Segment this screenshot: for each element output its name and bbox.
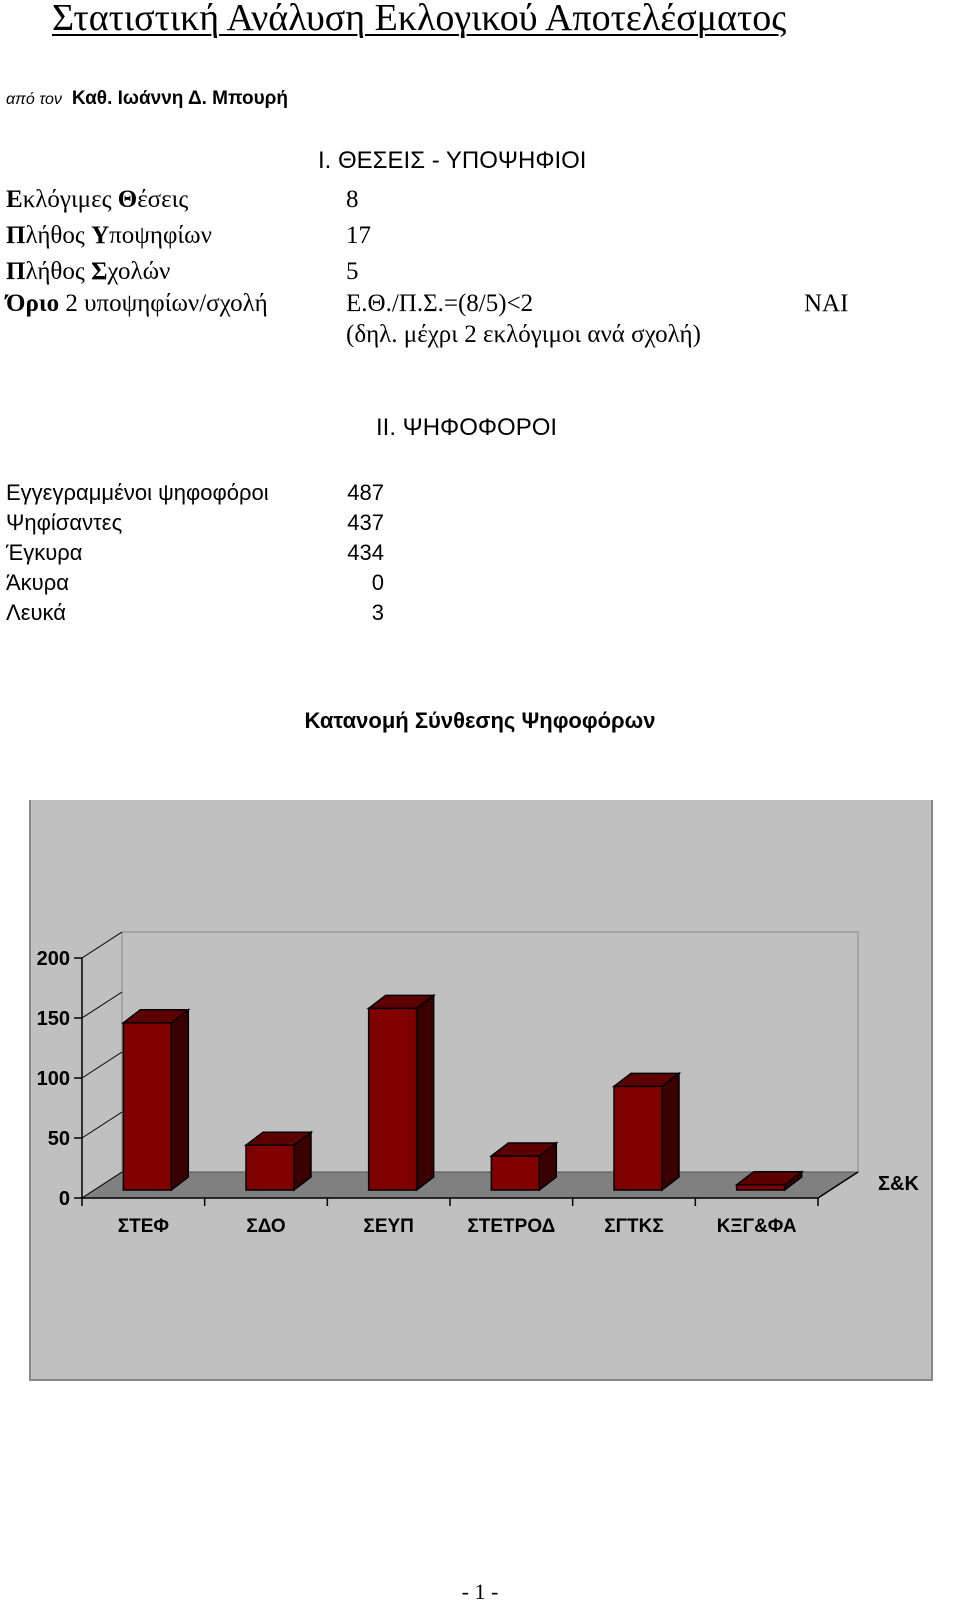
stat-row-seats <box>6 186 188 214</box>
limit-label: 2 υποψηφίων/σχολή <box>59 290 268 317</box>
stat-value: 8 <box>346 186 359 213</box>
x-tick-label: ΣΓΤΚΣ <box>604 1216 664 1237</box>
y-tick-label: 200 <box>36 948 70 970</box>
row-label: κλόγιμες <box>22 186 118 213</box>
y-tick-label: 100 <box>36 1068 70 1090</box>
y-tick-label: 150 <box>36 1008 70 1030</box>
chart-title: Κατανομή Σύνθεσης Ψηφοφόρων <box>304 708 656 733</box>
row-label: λήθος <box>25 258 92 285</box>
stat-value: 17 <box>346 222 371 249</box>
bar-side <box>417 995 434 1190</box>
ballots-valid-value: 434 <box>347 540 384 565</box>
byline <box>6 88 288 110</box>
row-initial: Π <box>6 222 26 249</box>
ballots-valid-label: Έγκυρα <box>6 540 83 565</box>
x-tick-label: ΣΔΟ <box>246 1216 286 1237</box>
y-tick-label: 50 <box>47 1128 70 1150</box>
row-initial: Θ <box>117 186 138 213</box>
row-initial: Σ <box>91 258 108 285</box>
section2-heading: ΙΙ. ΨΗΦΟΦΟΡΟΙ <box>376 414 558 441</box>
page-number: - 1 - <box>461 1579 499 1604</box>
series-label: Σ&Κ <box>878 1173 919 1195</box>
limit-answer: ΝΑΙ <box>804 290 849 317</box>
section1-heading: Ι. ΘΕΣΕΙΣ - ΥΠΟΨΗΦΙΟΙ <box>318 147 587 174</box>
x-tick-label: ΚΞΓ&ΦΑ <box>716 1216 797 1237</box>
bar <box>123 1023 171 1190</box>
row-label: έσεις <box>137 186 189 213</box>
row-initial: Π <box>6 258 26 285</box>
bar <box>614 1086 662 1190</box>
bar-side <box>662 1073 679 1190</box>
y-tick-label: 0 <box>58 1188 70 1210</box>
byline-prefix: από τον <box>6 91 62 108</box>
bar <box>369 1008 417 1190</box>
bar-side <box>171 1010 188 1190</box>
bar <box>737 1185 785 1190</box>
row-initial: Υ <box>91 222 110 249</box>
stat-row-candidates <box>6 222 212 250</box>
limit-row <box>6 290 268 318</box>
row-label: ποψηφίων <box>109 222 212 249</box>
ballots-invalid-value: 0 <box>371 570 384 595</box>
bar <box>246 1145 294 1190</box>
stat-value: 5 <box>346 258 359 285</box>
stat-row-schools <box>6 258 170 286</box>
bar-chart <box>0 800 960 1390</box>
voters-registered-label: Εγγεγραμμένοι ψηφοφόροι <box>6 480 269 505</box>
bar <box>491 1156 539 1190</box>
document-title: Στατιστική Ανάλυση Εκλογικού Αποτελέσματος <box>52 0 787 39</box>
voters-voted-label: Ψηφίσαντες <box>6 510 123 535</box>
ballots-invalid-label: Άκυρα <box>6 570 69 595</box>
back-wall <box>122 932 858 1172</box>
ballots-blank-value: 3 <box>371 600 384 625</box>
voters-registered-value: 487 <box>347 480 384 505</box>
voters-voted-value: 437 <box>347 510 384 535</box>
x-tick-label: ΣΤΕΦ <box>117 1216 169 1237</box>
row-initial: Ε <box>6 186 23 213</box>
x-tick-label: ΣΤΕΤΡΟΔ <box>467 1216 556 1237</box>
limit-note: (δηλ. μέχρι 2 εκλόγιμοι ανά σχολή) <box>346 321 701 348</box>
row-label: λήθος <box>25 222 92 249</box>
author-name: Καθ. Ιωάννη Δ. Μπουρή <box>71 88 289 109</box>
x-tick-label: ΣΕΥΠ <box>363 1216 414 1237</box>
row-label: χολών <box>107 258 171 285</box>
limit-formula: Ε.Θ./Π.Σ.=(8/5)<2 <box>346 290 534 317</box>
ballots-blank-label: Λευκά <box>6 600 66 625</box>
limit-label-bold: Όριο <box>6 290 60 317</box>
